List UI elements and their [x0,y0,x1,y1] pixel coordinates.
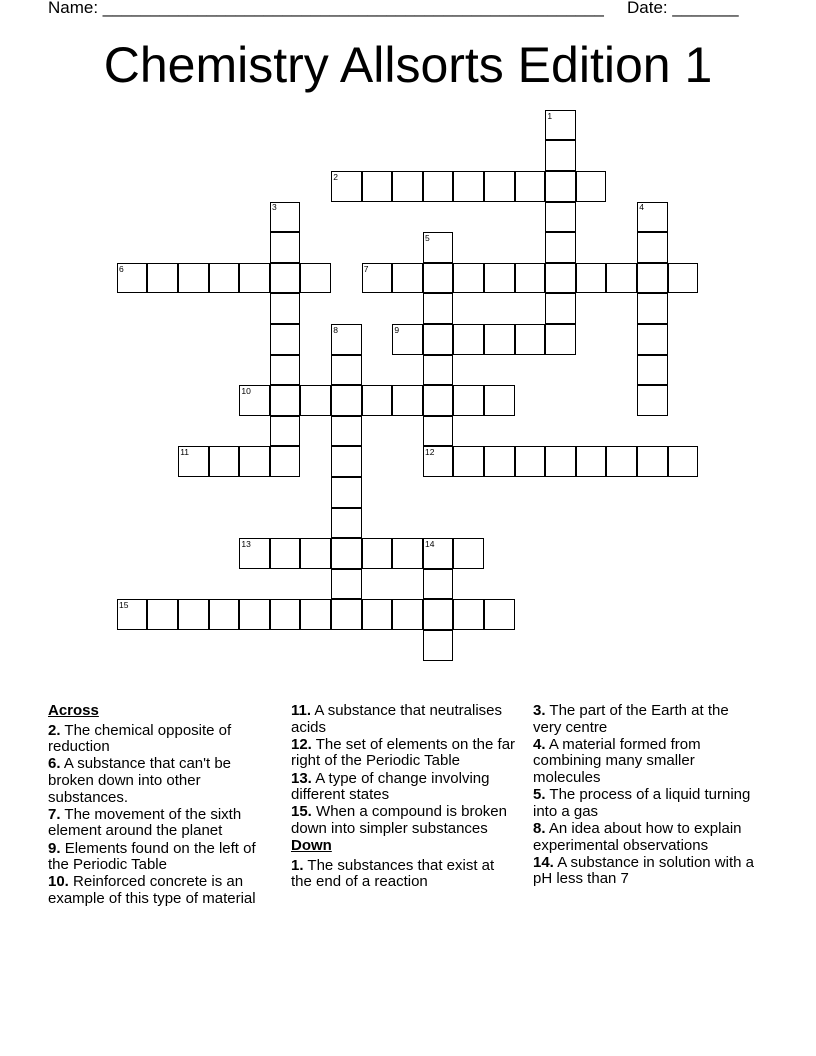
grid-cell[interactable] [453,171,484,202]
grid-cell[interactable] [270,263,301,294]
grid-cell[interactable] [239,599,270,630]
grid-cell[interactable] [178,263,209,294]
grid-cell[interactable] [637,324,668,355]
clue-across-6: 6. A substance that can't be broken down into other substances. [48,755,232,806]
grid-cell[interactable] [300,538,331,569]
grid-cell[interactable] [545,232,576,263]
grid-cell[interactable] [392,538,423,569]
grid-cell[interactable] [637,232,668,263]
clue-number-14: 14 [425,538,435,549]
grid-cell[interactable] [331,385,362,416]
grid-cell[interactable] [270,446,301,477]
across-heading: Across [48,702,99,719]
grid-cell[interactable] [270,324,301,355]
down-heading: Down [291,837,332,855]
grid-cell[interactable] [362,171,393,202]
grid-cell[interactable] [392,171,423,202]
grid-cell[interactable] [331,508,362,539]
grid-cell[interactable] [668,446,699,477]
grid-cell[interactable] [209,599,240,630]
clue-across-12: 12. The set of elements on the far right of the Periodic Table [291,735,516,770]
grid-cell[interactable] [545,293,576,324]
clue-down-4: 4. A material formed from combining many smaller molecules [533,735,701,786]
grid-cell[interactable] [545,446,576,477]
grid-cell[interactable] [239,263,270,294]
grid-cell[interactable] [606,446,637,477]
grid-cell[interactable] [270,355,301,386]
clue-number-13: 13 [241,538,251,549]
grid-cell[interactable] [453,446,484,477]
grid-cell[interactable] [637,355,668,386]
grid-cell[interactable] [606,263,637,294]
grid-cell[interactable] [484,171,515,202]
clue-down-14: 14. A substance in solution with a pH less than 7 [533,853,754,888]
grid-cell[interactable] [545,140,576,171]
grid-cell[interactable] [147,263,178,294]
clue-across-7: 7. The movement of the sixth element around the planet [48,805,242,840]
grid-cell[interactable] [423,171,454,202]
clue-number-1: 1 [547,110,553,121]
grid-cell[interactable] [637,385,668,416]
grid-cell[interactable] [392,385,423,416]
grid-cell[interactable] [576,263,607,294]
clue-number-11: 11 [180,447,190,458]
name-field[interactable]: Name: _____________________________________________________ [48,0,604,17]
grid-cell[interactable] [515,171,546,202]
grid-cell[interactable] [484,599,515,630]
grid-cell[interactable] [637,263,668,294]
clue-across-13: 13. A type of change involving different states [291,769,490,804]
grid-cell[interactable] [453,324,484,355]
clue-down-5: 5. The process of a liquid turning into a gas [533,786,751,820]
grid-cell[interactable] [576,171,607,202]
grid-cell[interactable] [300,599,331,630]
clues-column-3 [533,703,761,889]
grid-cell[interactable] [331,355,362,386]
grid-cell[interactable] [331,477,362,508]
grid-cell[interactable] [484,263,515,294]
clue-number-2: 2 [333,171,338,182]
grid-cell[interactable] [270,293,301,324]
grid-cell[interactable] [668,263,699,294]
grid-cell[interactable] [545,202,576,233]
clue-number-3: 3 [272,202,277,213]
clues-column-1 [48,703,276,908]
clues-column-2 [291,703,519,892]
grid-cell[interactable] [270,599,301,630]
clue-number-7: 7 [363,263,369,274]
grid-cell[interactable] [300,385,331,416]
grid-cell[interactable] [362,385,393,416]
clue-number-6: 6 [119,263,124,274]
grid-cell[interactable] [331,416,362,447]
grid-cell[interactable] [515,446,546,477]
grid-cell[interactable] [362,599,393,630]
grid-cell[interactable] [331,446,362,477]
grid-cell[interactable] [239,446,270,477]
clue-number-9: 9 [394,324,400,335]
grid-cell[interactable] [270,538,301,569]
grid-cell[interactable] [392,263,423,294]
grid-cell[interactable] [178,599,209,630]
grid-cell[interactable] [209,446,240,477]
grid-cell[interactable] [331,569,362,600]
clue-across-15: 15. When a compound is broken down into simpler substances [291,803,507,837]
date-field[interactable]: Date: _______ [627,0,739,17]
clue-number-4: 4 [639,202,644,213]
grid-cell[interactable] [484,324,515,355]
clue-across-10: 10. Reinforced concrete is an example of this type of material [48,873,256,907]
grid-cell[interactable] [423,385,454,416]
grid-cell[interactable] [423,324,454,355]
grid-cell[interactable] [209,263,240,294]
grid-cell[interactable] [362,538,393,569]
grid-cell[interactable] [423,630,454,661]
grid-cell[interactable] [423,293,454,324]
page-title: Chemistry Allsorts Edition 1 [103,37,713,93]
grid-cell[interactable] [545,171,576,202]
grid-cell[interactable] [515,324,546,355]
clue-number-5: 5 [425,232,430,243]
grid-cell[interactable] [392,599,423,630]
clue-down-1: 1. The substances that exist at the end of a reaction [291,856,495,891]
clue-across-11: 11. A substance that neutralises acids [291,702,502,736]
grid-cell[interactable] [453,599,484,630]
grid-cell[interactable] [270,385,301,416]
grid-cell[interactable] [423,416,454,447]
clue-number-10: 10 [241,385,251,396]
grid-cell[interactable] [147,599,178,630]
grid-cell[interactable] [270,416,301,447]
grid-cell[interactable] [423,263,454,294]
grid-cell[interactable] [545,324,576,355]
clue-number-15: 15 [119,600,129,611]
grid-cell[interactable] [453,263,484,294]
grid-cell[interactable] [484,446,515,477]
grid-cell[interactable] [331,538,362,569]
grid-cell[interactable] [300,263,331,294]
clue-number-8: 8 [333,324,338,335]
clue-down-8: 8. An idea about how to explain experimental observations [533,819,742,854]
grid-cell[interactable] [637,293,668,324]
grid-cell[interactable] [637,446,668,477]
grid-cell[interactable] [423,355,454,386]
clue-across-9: 9. Elements found on the left of the Periodic Table [48,839,256,874]
grid-cell[interactable] [484,385,515,416]
clue-number-12: 12 [425,447,435,458]
grid-cell[interactable] [453,538,484,569]
grid-cell[interactable] [270,232,301,263]
grid-cell[interactable] [453,385,484,416]
grid-cell[interactable] [545,263,576,294]
clue-across-2: 2. The chemical opposite of reduction [48,721,232,756]
grid-cell[interactable] [515,263,546,294]
grid-cell[interactable] [423,599,454,630]
grid-cell[interactable] [423,569,454,600]
grid-cell[interactable] [576,446,607,477]
grid-cell[interactable] [331,599,362,630]
clue-down-3: 3. The part of the Earth at the very centre [533,702,729,736]
